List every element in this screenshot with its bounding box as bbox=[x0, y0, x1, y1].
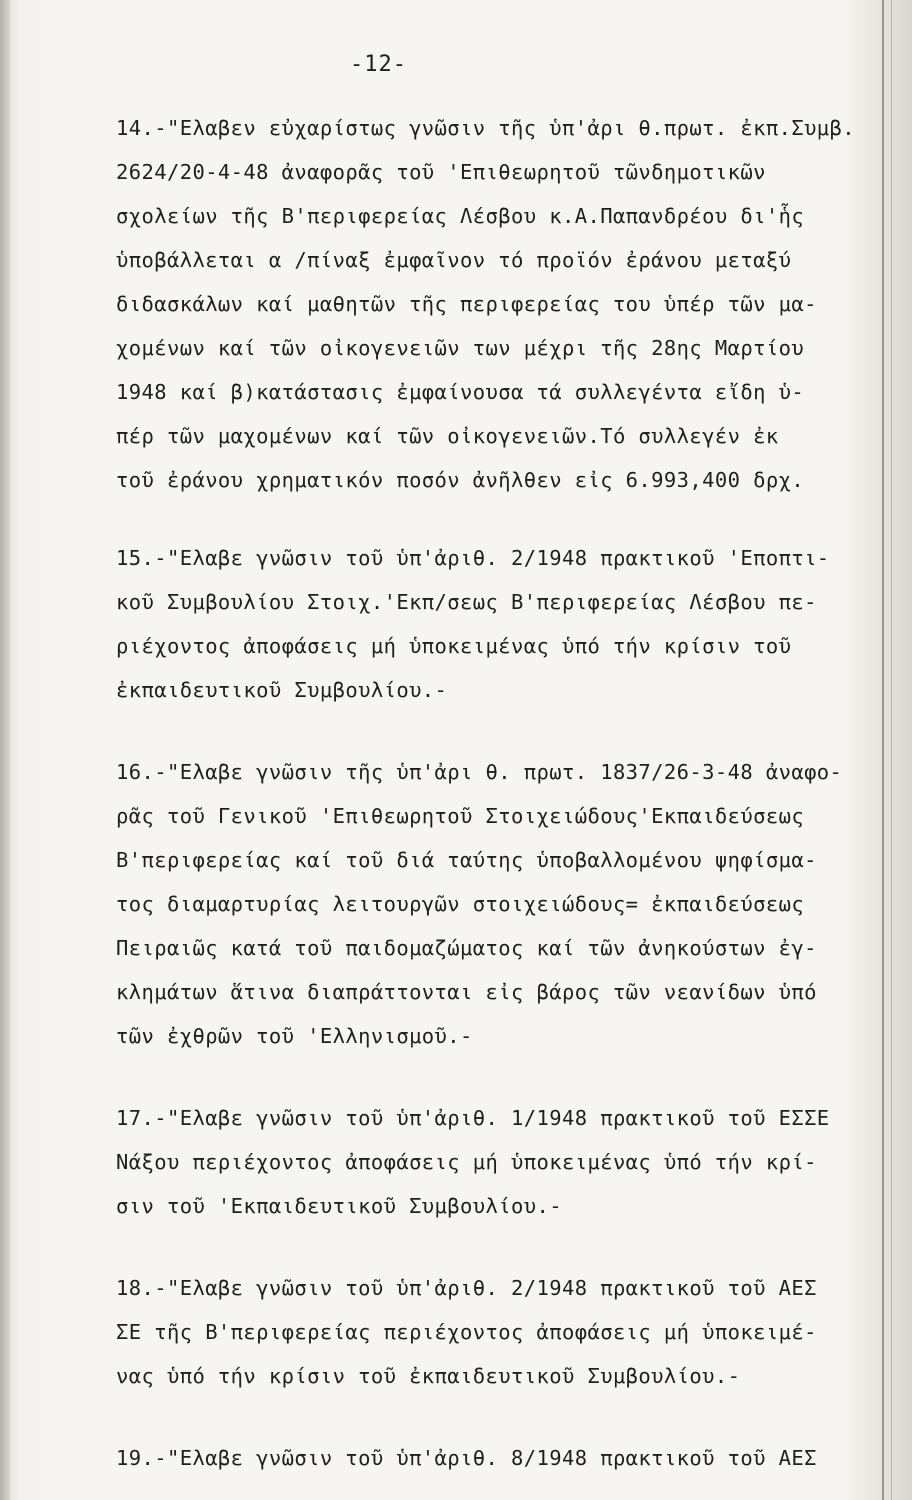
text-line: χομένων καί τῶν οἰκογενειῶν των μέχρι τῆς 28ης Μαρτίου bbox=[116, 336, 805, 360]
text-line: κλημάτων ἅτινα διαπράττονται εἰς βάρος τῶν νεανίδων ὑπό bbox=[116, 980, 817, 1004]
text-line: τοῦ ἐράνου χρηματικόν ποσόν ἀνῆλθεν εἰς 6.993,400 δρχ. bbox=[116, 468, 805, 492]
text-line: πέρ τῶν μαχομένων καί τῶν οἰκογενειῶν.Τό συλλεγέν ἐκ bbox=[116, 424, 779, 448]
text-line: τῶν ἐχθρῶν τοῦ 'Ελληνισμοῦ.- bbox=[116, 1024, 473, 1048]
text-line: 14.-"Ελαβεν εὐχαρίστως γνῶσιν τῆς ὑπ'ἀρι θ.πρωτ. ἐκπ.Συμβ. bbox=[116, 116, 856, 140]
text-line: σιν τοῦ 'Εκπαιδευτικοῦ Συμβουλίου.- bbox=[116, 1194, 562, 1218]
text-line: ριέχοντος ἀποφάσεις μή ὑποκειμένας ὑπό τήν κρίσιν τοῦ bbox=[116, 634, 792, 658]
text-line: νας ὑπό τήν κρίσιν τοῦ ἐκπαιδευτικοῦ Συμβουλίου.- bbox=[116, 1364, 741, 1388]
text-line: ἐκπαιδευτικοῦ Συμβουλίου.- bbox=[116, 678, 448, 702]
text-line: σχολείων τῆς Β'περιφερείας Λέσβου κ.Α.Παπανδρέου δι'ἧς bbox=[116, 204, 805, 228]
page-number: -12- bbox=[350, 52, 407, 77]
text-line: 1948 καί β)κατάστασις ἐμφαίνουσα τά συλλεγέντα εἴδη ὑ- bbox=[116, 380, 805, 404]
text-line: ΣΕ τῆς Β'περιφερείας περιέχοντος ἀποφάσεις μή ὑποκειμέ- bbox=[116, 1320, 817, 1344]
page-left-edge-shadow bbox=[0, 0, 10, 1500]
text-line: Πειραιῶς κατά τοῦ παιδομαζώματος καί τῶν ἀνηκούστων ἐγ- bbox=[116, 936, 817, 960]
text-line: διδασκάλων καί μαθητῶν τῆς περιφερείας του ὑπέρ τῶν μα- bbox=[116, 292, 817, 316]
page-right-edge-line-secondary bbox=[891, 0, 892, 1500]
text-line: 15.-"Ελαβε γνῶσιν τοῦ ὑπ'ἀριθ. 2/1948 πρακτικοῦ 'Εποπτι- bbox=[116, 546, 830, 570]
text-line: 16.-"Ελαβε γνῶσιν τῆς ὑπ'ἀρι θ. πρωτ. 1837/26-3-48 ἀναφο- bbox=[116, 760, 843, 784]
text-line: 17.-"Ελαβε γνῶσιν τοῦ ὑπ'ἀριθ. 1/1948 πρακτικοῦ τοῦ ΕΣΣΕ bbox=[116, 1106, 830, 1130]
text-line: Β'περιφερείας καί τοῦ διά ταύτης ὑποβαλλομένου ψηφίσμα- bbox=[116, 848, 817, 872]
text-line: ρᾶς τοῦ Γενικοῦ 'Επιθεωρητοῦ Στοιχειώδους'Εκπαιδεύσεως bbox=[116, 804, 805, 828]
page-right-edge-line bbox=[882, 0, 884, 1500]
text-line: 2624/20-4-48 ἀναφορᾶς τοῦ 'Επιθεωρητοῦ τῶνδημοτικῶν bbox=[116, 160, 766, 184]
text-line: 18.-"Ελαβε γνῶσιν τοῦ ὑπ'ἀριθ. 2/1948 πρακτικοῦ τοῦ ΑΕΣ bbox=[116, 1276, 817, 1300]
text-line: κοῦ Συμβουλίου Στοιχ.'Εκπ/σεως Β'περιφερείας Λέσβου πε- bbox=[116, 590, 817, 614]
text-line: ὑποβάλλεται α /πίναξ ἐμφαῖνον τό προϊόν ἐράνου μεταξύ bbox=[116, 248, 792, 272]
text-line: 19.-"Ελαβε γνῶσιν τοῦ ὑπ'ἀριθ. 8/1948 πρακτικοῦ τοῦ ΑΕΣ bbox=[116, 1446, 817, 1470]
text-line: Νάξου περιέχοντος ἀποφάσεις μή ὑποκειμένας ὑπό τήν κρί- bbox=[116, 1150, 817, 1174]
text-line: τος διαμαρτυρίας λειτουργῶν στοιχειώδους= ἐκπαιδεύσεως bbox=[116, 892, 805, 916]
